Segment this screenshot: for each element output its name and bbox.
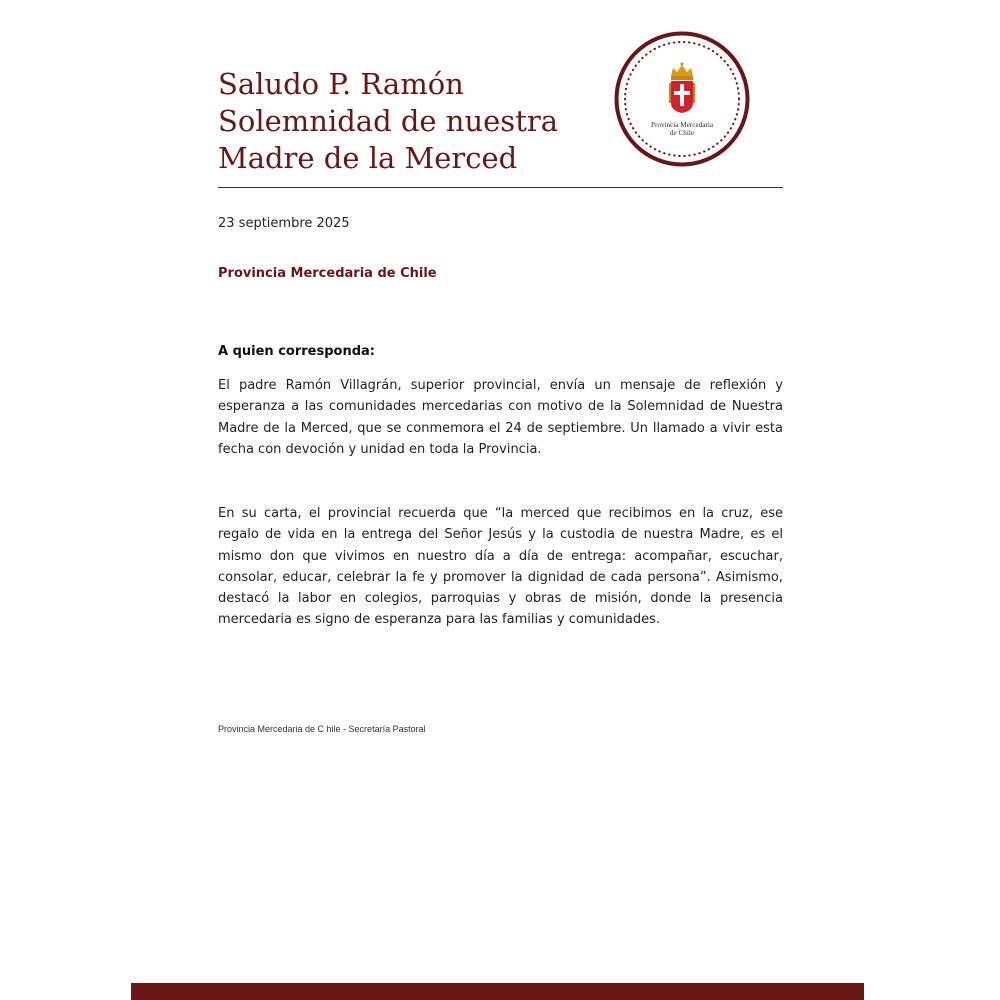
page-title bbox=[218, 66, 618, 177]
title-line-3: Madre de la Merced bbox=[218, 141, 518, 175]
salutation: A quien corresponda: bbox=[218, 344, 375, 359]
coat-of-arms-icon bbox=[669, 62, 695, 113]
body-paragraph-1: El padre Ramón Villagrán, superior provincial, envía un mensaje de reflexión y esperanza a las comunidades mercedarias con motivo de la Solemnidad de Nuestra Madre de la Merced, que se conmemora el 24 de septiembre. Un llamado a vivir esta fecha con devoción y unidad en toda la Provincia. bbox=[218, 378, 783, 457]
organization-name: Provincia Mercedaria de Chile bbox=[218, 266, 437, 281]
letter-date: 23 septiembre 2025 bbox=[218, 216, 350, 231]
provincia-seal bbox=[614, 31, 750, 167]
body-paragraph-2: En su carta, el provincial recuerda que “la merced que recibimos en la cruz, ese regalo de vida en la entrega del Señor Jesús y la custodia de nuestra Madre, es el mismo don que vivimos en nuestro día a día de entrega: acompañar, escuchar, consolar, educar, celebrar la fe y promover la dignidad de cada persona”. Asimismo, destacó la labor en colegios, parroquias y obras de misión, donde la presencia mercedaria es signo de esperanza para las familias y comunidades. bbox=[218, 506, 783, 628]
header-divider bbox=[218, 187, 783, 188]
footer-text: Provincia Mercedaria de C hile - Secretaría Pastoral bbox=[218, 724, 426, 734]
title-line-1: Saludo P. Ramón bbox=[218, 67, 464, 101]
seal-text-line-1: Provincia Mercedaria bbox=[650, 121, 714, 129]
seal-text-line-2: de Chile bbox=[669, 129, 695, 137]
title-line-2: Solemnidad de nuestra bbox=[218, 104, 558, 138]
footer-bar bbox=[131, 983, 864, 1000]
